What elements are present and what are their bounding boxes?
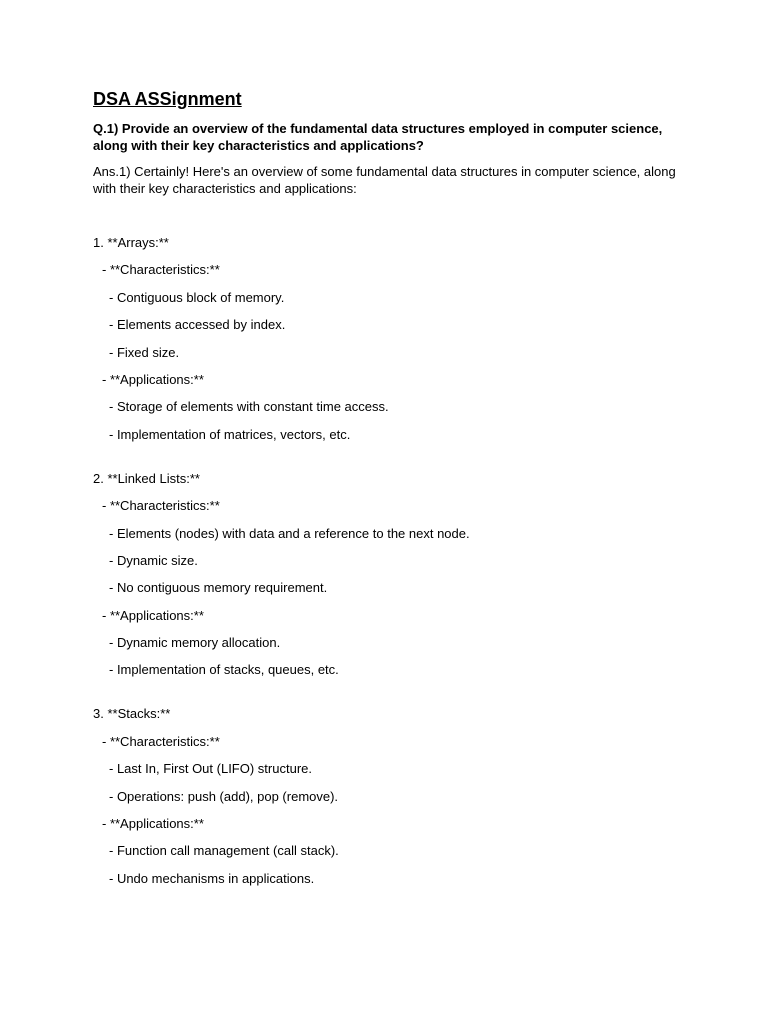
list-item: - Elements accessed by index. (109, 317, 286, 333)
list-item: - Dynamic memory allocation. (109, 635, 281, 651)
applications-label: - **Applications:** (102, 816, 204, 832)
document-content (93, 88, 683, 914)
applications-label: - **Applications:** (102, 607, 204, 623)
section-linked-lists (93, 470, 683, 679)
list-item: - Contiguous block of memory. (109, 289, 285, 305)
list-item: - Undo mechanisms in applications. (109, 870, 315, 886)
section-heading: 3. **Stacks:** (93, 706, 171, 722)
sections-list (93, 234, 683, 887)
answer-intro: Ans.1) Certainly! Here's an overview of some fundamental data structures in computer science, along with their key characteristics and applications: (93, 164, 676, 196)
section-heading: 2. **Linked Lists:** (93, 470, 200, 486)
list-item: - Last In, First Out (LIFO) structure. (109, 761, 312, 777)
characteristics-label: - **Characteristics:** (102, 498, 220, 514)
list-item: - Function call management (call stack). (109, 843, 339, 859)
list-item: - Storage of elements with constant time access. (109, 399, 389, 415)
list-item: - Operations: push (add), pop (remove). (109, 788, 339, 804)
document-title: DSA ASSignment (93, 89, 242, 109)
list-item: - Fixed size. (109, 344, 180, 360)
characteristics-label: - **Characteristics:** (102, 262, 220, 278)
characteristics-label: - **Characteristics:** (102, 733, 220, 749)
question-text: Q.1) Provide an overview of the fundamental data structures employed in computer science, along with their key characteristics and applications? (93, 121, 663, 153)
list-item: - Implementation of stacks, queues, etc. (109, 662, 339, 678)
list-item: - No contiguous memory requirement. (109, 580, 328, 596)
section-stacks (93, 705, 683, 886)
list-item: - Elements (nodes) with data and a reference to the next node. (109, 525, 470, 541)
section-arrays (93, 234, 683, 443)
list-item: - Implementation of matrices, vectors, etc. (109, 426, 351, 442)
applications-label: - **Applications:** (102, 371, 204, 387)
section-heading: 1. **Arrays:** (93, 235, 169, 250)
list-item: - Dynamic size. (109, 552, 198, 568)
